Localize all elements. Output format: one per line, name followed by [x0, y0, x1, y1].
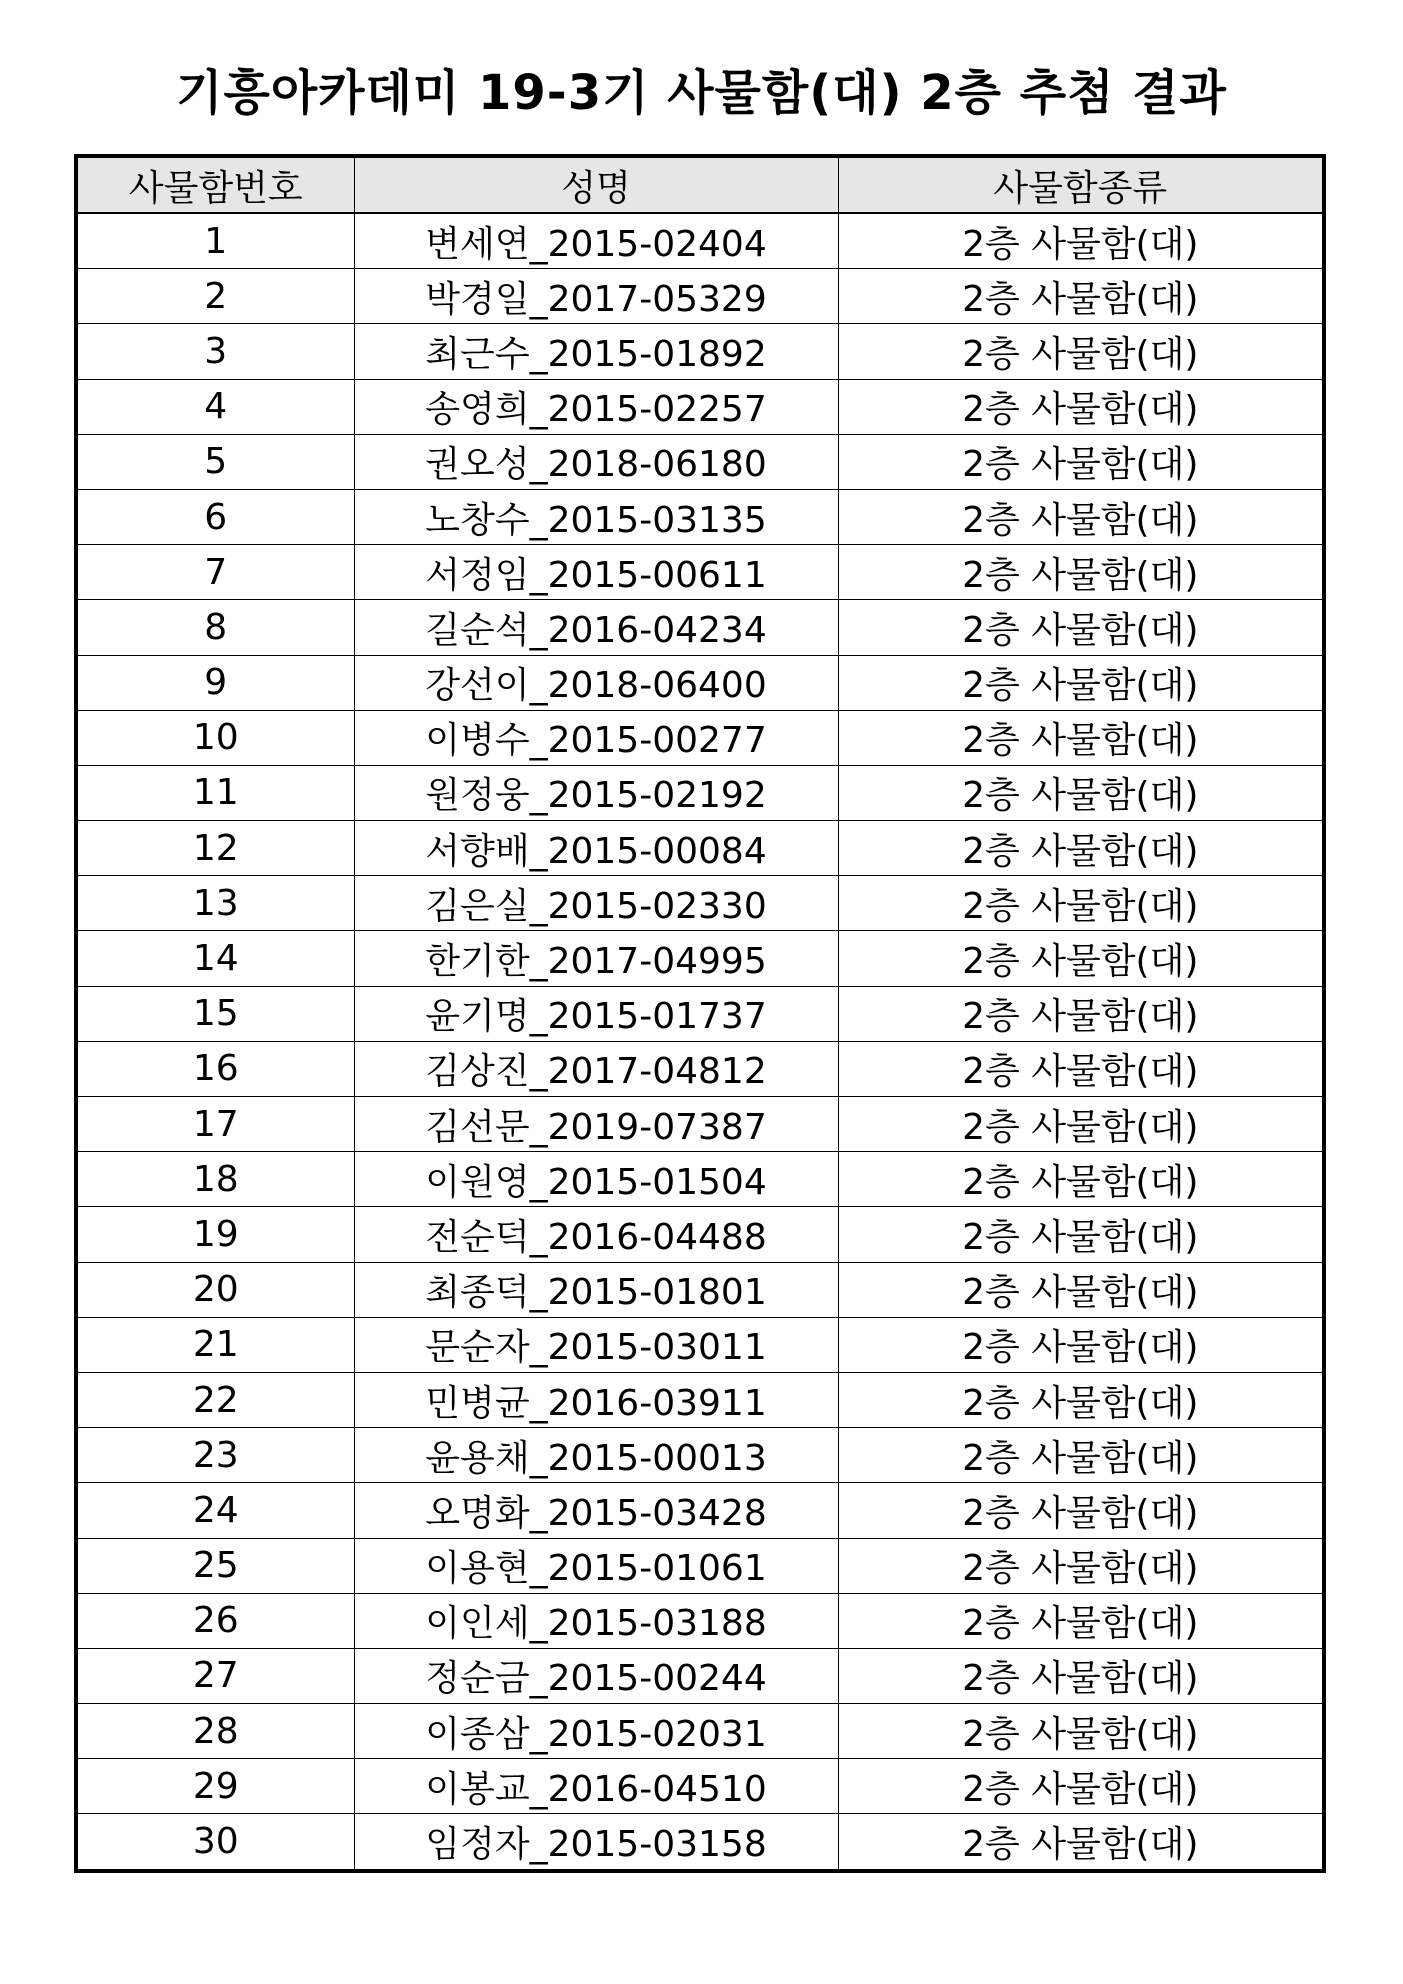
locker-type-cell: 2층 사물함(대)	[838, 1814, 1324, 1871]
locker-number-cell: 6	[76, 489, 354, 544]
locker-type-cell: 2층 사물함(대)	[838, 821, 1324, 876]
locker-number-cell: 22	[76, 1372, 354, 1427]
locker-number-cell: 20	[76, 1262, 354, 1317]
locker-type-cell: 2층 사물함(대)	[838, 931, 1324, 986]
locker-type-cell: 2층 사물함(대)	[838, 1041, 1324, 1096]
table-row	[76, 765, 1324, 820]
table-row	[76, 1814, 1324, 1871]
table-header-row	[76, 156, 1324, 213]
locker-type-cell: 2층 사물함(대)	[838, 876, 1324, 931]
locker-number-cell: 28	[76, 1704, 354, 1759]
name-cell: 민병균_2016-03911	[354, 1372, 838, 1427]
locker-type-cell: 2층 사물함(대)	[838, 1262, 1324, 1317]
table-row	[76, 1759, 1324, 1814]
table-row	[76, 324, 1324, 379]
table-row	[76, 1317, 1324, 1372]
locker-number-cell: 27	[76, 1648, 354, 1703]
table-row	[76, 600, 1324, 655]
locker-type-cell: 2층 사물함(대)	[838, 1704, 1324, 1759]
locker-number-cell: 23	[76, 1428, 354, 1483]
name-cell: 김선문_2019-07387	[354, 1097, 838, 1152]
name-cell: 송영희_2015-02257	[354, 379, 838, 434]
table-row	[76, 1538, 1324, 1593]
column-header-locker-number: 사물함번호	[76, 156, 354, 213]
table-row	[76, 489, 1324, 544]
locker-type-cell: 2층 사물함(대)	[838, 1759, 1324, 1814]
locker-type-cell: 2층 사물함(대)	[838, 1538, 1324, 1593]
locker-type-cell: 2층 사물함(대)	[838, 1097, 1324, 1152]
table-row	[76, 434, 1324, 489]
locker-type-cell: 2층 사물함(대)	[838, 324, 1324, 379]
name-cell: 임정자_2015-03158	[354, 1814, 838, 1871]
locker-number-cell: 19	[76, 1207, 354, 1262]
locker-type-cell: 2층 사물함(대)	[838, 1483, 1324, 1538]
locker-type-cell: 2층 사물함(대)	[838, 269, 1324, 324]
locker-number-cell: 26	[76, 1593, 354, 1648]
name-cell: 이종삼_2015-02031	[354, 1704, 838, 1759]
name-cell: 문순자_2015-03011	[354, 1317, 838, 1372]
name-cell: 최종덕_2015-01801	[354, 1262, 838, 1317]
table-row	[76, 1593, 1324, 1648]
table-header	[76, 156, 1324, 213]
table-row	[76, 986, 1324, 1041]
locker-number-cell: 30	[76, 1814, 354, 1871]
page-title: 기흥아카데미 19-3기 사물함(대) 2층 추첨 결과	[176, 65, 1227, 121]
name-cell: 권오성_2018-06180	[354, 434, 838, 489]
name-cell: 김상진_2017-04812	[354, 1041, 838, 1096]
table-row	[76, 1207, 1324, 1262]
locker-type-cell: 2층 사물함(대)	[838, 545, 1324, 600]
name-cell: 서정임_2015-00611	[354, 545, 838, 600]
locker-type-cell: 2층 사물함(대)	[838, 1593, 1324, 1648]
table-row	[76, 821, 1324, 876]
table-row	[76, 710, 1324, 765]
locker-number-cell: 15	[76, 986, 354, 1041]
name-cell: 윤용채_2015-00013	[354, 1428, 838, 1483]
name-cell: 원정웅_2015-02192	[354, 765, 838, 820]
column-header-name: 성명	[354, 156, 838, 213]
locker-number-cell: 8	[76, 600, 354, 655]
name-cell: 윤기명_2015-01737	[354, 986, 838, 1041]
locker-number-cell: 11	[76, 765, 354, 820]
name-cell: 이용현_2015-01061	[354, 1538, 838, 1593]
table-row	[76, 545, 1324, 600]
table-row	[76, 876, 1324, 931]
locker-number-cell: 5	[76, 434, 354, 489]
table-row	[76, 269, 1324, 324]
locker-type-cell: 2층 사물함(대)	[838, 379, 1324, 434]
locker-type-cell: 2층 사물함(대)	[838, 1372, 1324, 1427]
locker-number-cell: 13	[76, 876, 354, 931]
name-cell: 이원영_2015-01504	[354, 1152, 838, 1207]
name-cell: 오명화_2015-03428	[354, 1483, 838, 1538]
locker-type-cell: 2층 사물함(대)	[838, 434, 1324, 489]
name-cell: 한기한_2017-04995	[354, 931, 838, 986]
locker-number-cell: 7	[76, 545, 354, 600]
table-row	[76, 1152, 1324, 1207]
locker-number-cell: 2	[76, 269, 354, 324]
locker-number-cell: 12	[76, 821, 354, 876]
name-cell: 김은실_2015-02330	[354, 876, 838, 931]
name-cell: 최근수_2015-01892	[354, 324, 838, 379]
table-row	[76, 1704, 1324, 1759]
locker-number-cell: 16	[76, 1041, 354, 1096]
table-row	[76, 1372, 1324, 1427]
name-cell: 길순석_2016-04234	[354, 600, 838, 655]
locker-number-cell: 29	[76, 1759, 354, 1814]
name-cell: 박경일_2017-05329	[354, 269, 838, 324]
table-row	[76, 1097, 1324, 1152]
table-row	[76, 213, 1324, 269]
table-row	[76, 1483, 1324, 1538]
locker-number-cell: 18	[76, 1152, 354, 1207]
name-cell: 서향배_2015-00084	[354, 821, 838, 876]
locker-number-cell: 14	[76, 931, 354, 986]
locker-type-cell: 2층 사물함(대)	[838, 1428, 1324, 1483]
locker-draw-result-table	[74, 154, 1326, 1873]
locker-number-cell: 17	[76, 1097, 354, 1152]
name-cell: 노창수_2015-03135	[354, 489, 838, 544]
table-body	[76, 213, 1324, 1871]
table-row	[76, 1262, 1324, 1317]
name-cell: 정순금_2015-00244	[354, 1648, 838, 1703]
table-row	[76, 379, 1324, 434]
locker-type-cell: 2층 사물함(대)	[838, 600, 1324, 655]
locker-number-cell: 3	[76, 324, 354, 379]
locker-type-cell: 2층 사물함(대)	[838, 1207, 1324, 1262]
locker-number-cell: 10	[76, 710, 354, 765]
column-header-locker-type: 사물함종류	[838, 156, 1324, 213]
table-row	[76, 931, 1324, 986]
table-row	[76, 1648, 1324, 1703]
locker-type-cell: 2층 사물함(대)	[838, 1648, 1324, 1703]
name-cell: 이봉교_2016-04510	[354, 1759, 838, 1814]
locker-number-cell: 25	[76, 1538, 354, 1593]
name-cell: 변세연_2015-02404	[354, 213, 838, 269]
table-row	[76, 655, 1324, 710]
locker-type-cell: 2층 사물함(대)	[838, 986, 1324, 1041]
locker-type-cell: 2층 사물함(대)	[838, 765, 1324, 820]
table-row	[76, 1428, 1324, 1483]
locker-number-cell: 9	[76, 655, 354, 710]
locker-number-cell: 1	[76, 213, 354, 269]
locker-type-cell: 2층 사물함(대)	[838, 213, 1324, 269]
locker-type-cell: 2층 사물함(대)	[838, 1152, 1324, 1207]
locker-number-cell: 4	[76, 379, 354, 434]
name-cell: 전순덕_2016-04488	[354, 1207, 838, 1262]
locker-type-cell: 2층 사물함(대)	[838, 1317, 1324, 1372]
locker-number-cell: 21	[76, 1317, 354, 1372]
name-cell: 이인세_2015-03188	[354, 1593, 838, 1648]
name-cell: 강선이_2018-06400	[354, 655, 838, 710]
locker-type-cell: 2층 사물함(대)	[838, 655, 1324, 710]
locker-type-cell: 2층 사물함(대)	[838, 489, 1324, 544]
table-row	[76, 1041, 1324, 1096]
name-cell: 이병수_2015-00277	[354, 710, 838, 765]
locker-type-cell: 2층 사물함(대)	[838, 710, 1324, 765]
locker-number-cell: 24	[76, 1483, 354, 1538]
